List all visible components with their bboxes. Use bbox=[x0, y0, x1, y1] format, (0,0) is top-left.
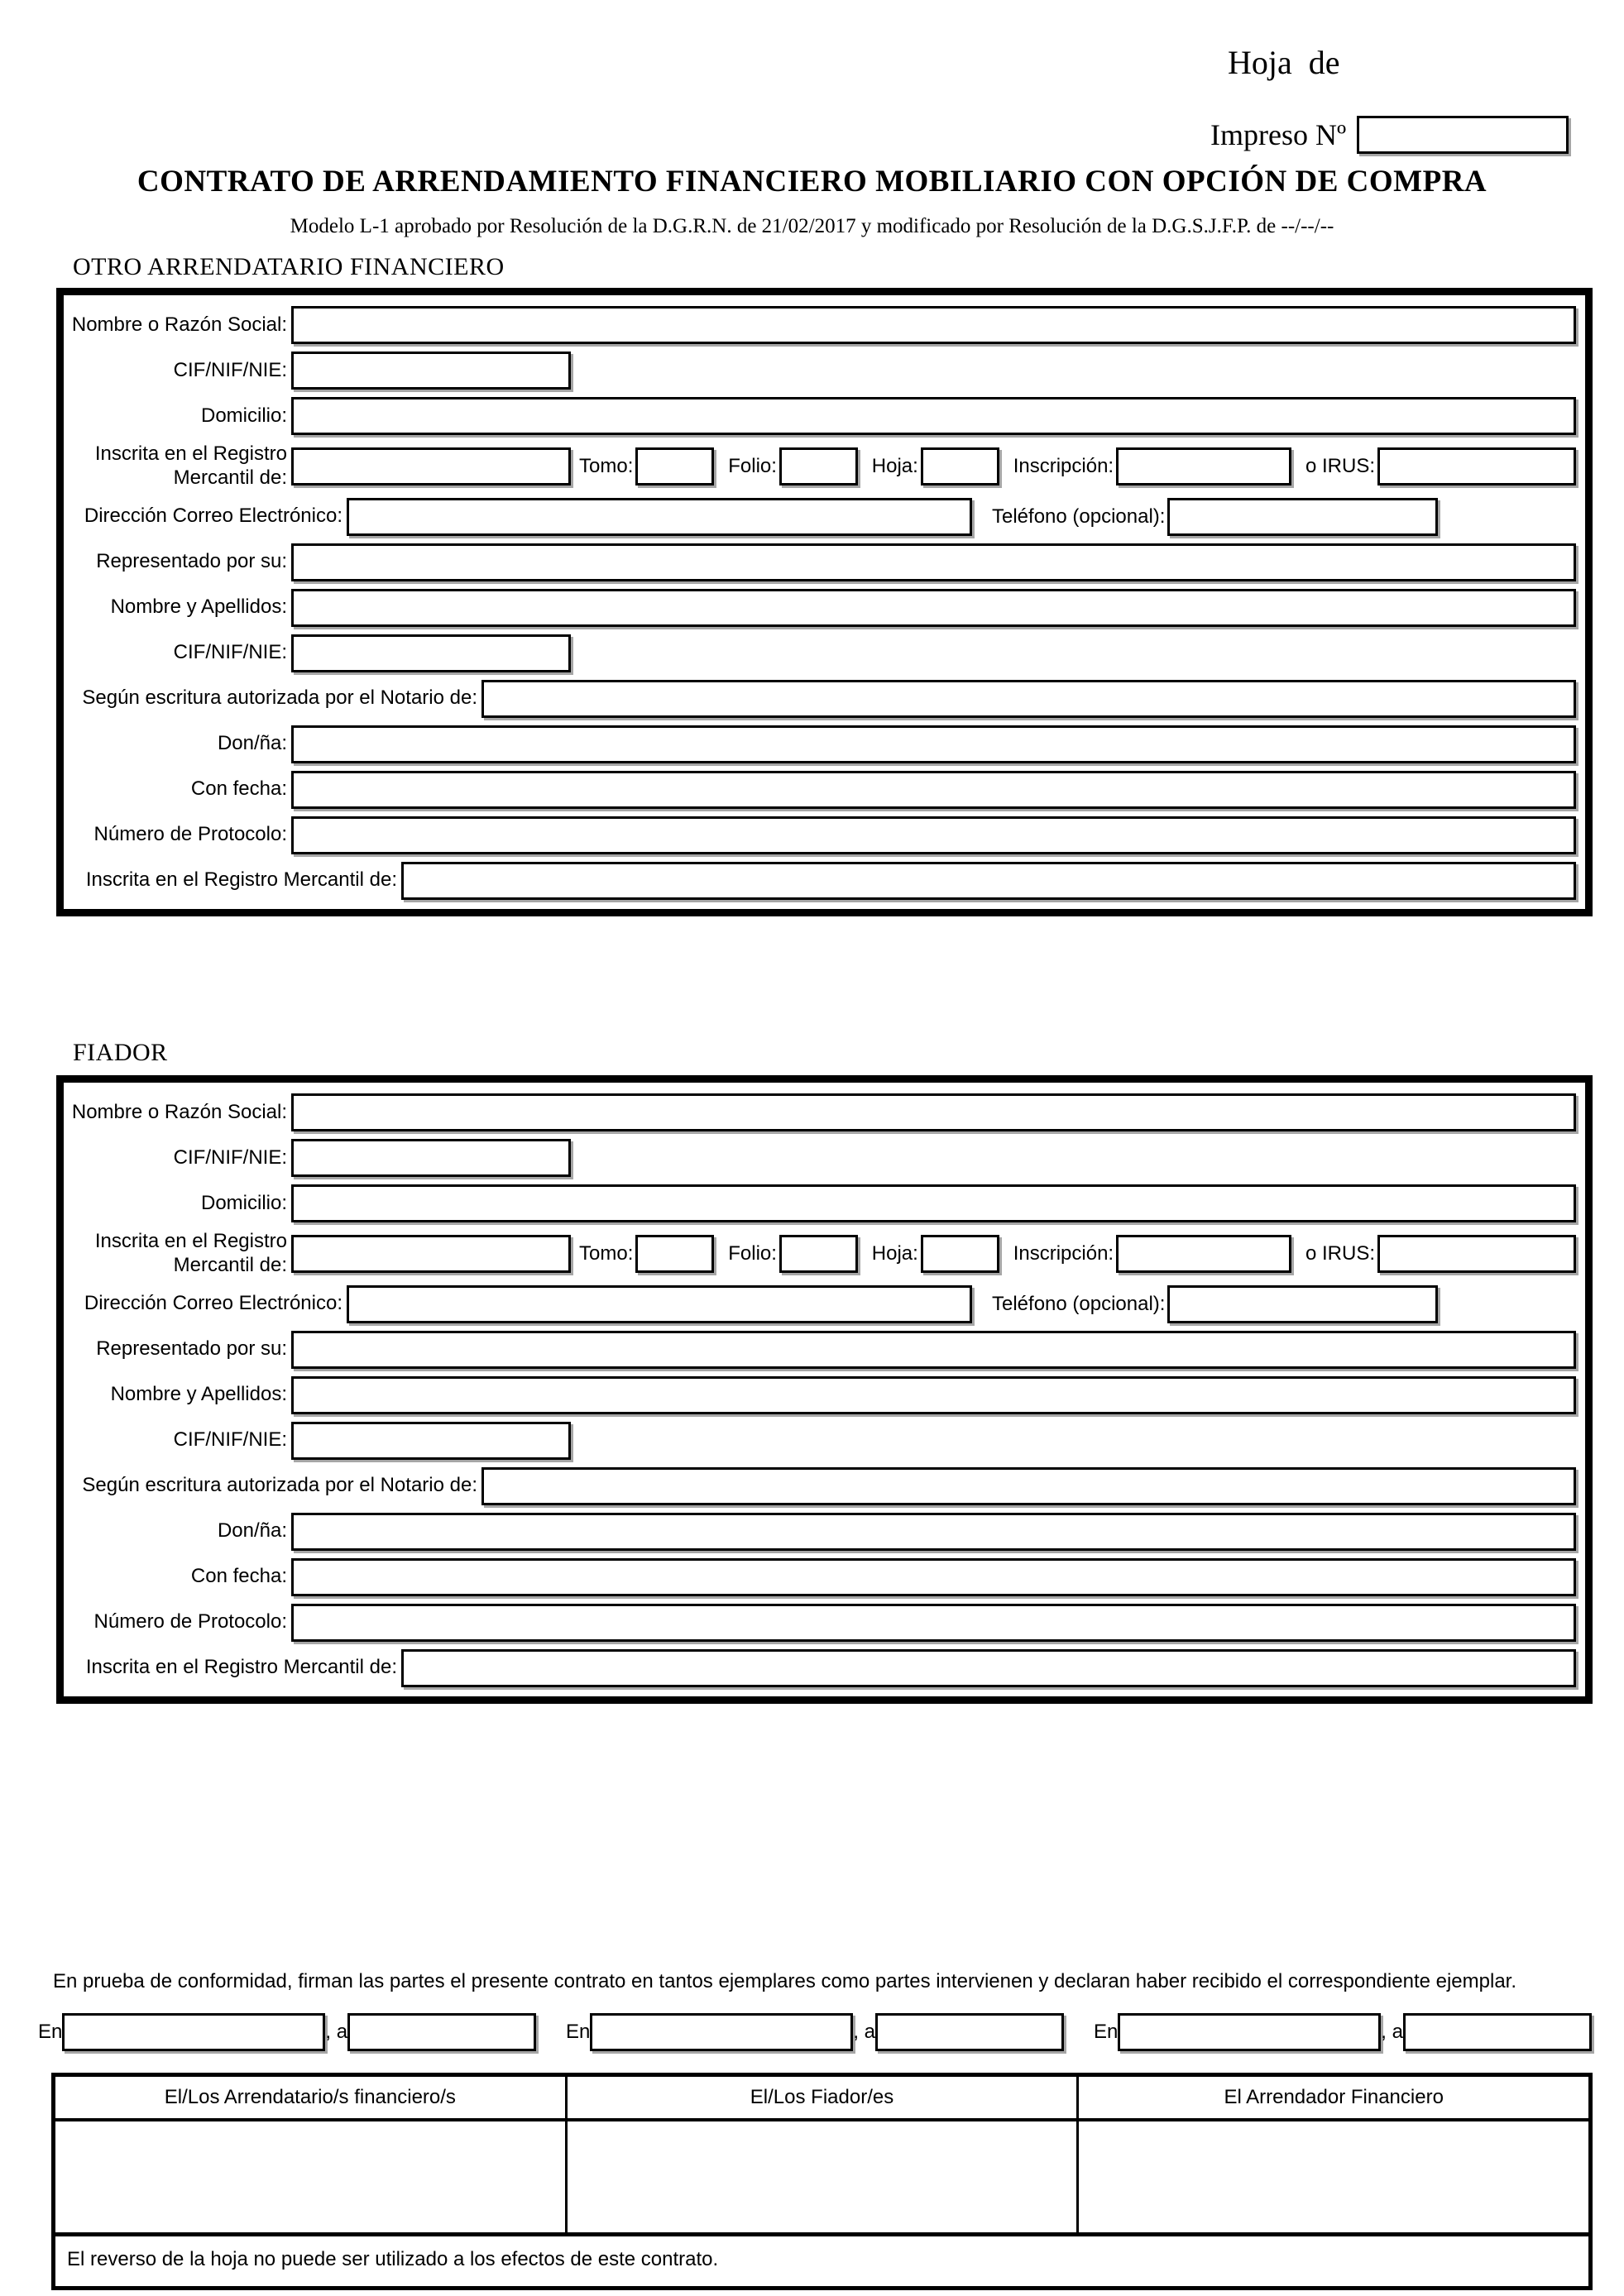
date-input-3[interactable] bbox=[1403, 2013, 1592, 2051]
column-header-arrendador: El Arrendador Financiero bbox=[1224, 2086, 1444, 2108]
inscripcion-group bbox=[1013, 447, 1291, 486]
folio-group bbox=[728, 447, 858, 486]
registro-detail-fields bbox=[579, 447, 1576, 486]
date-input-2[interactable] bbox=[875, 2013, 1064, 2051]
field-row bbox=[64, 1331, 1576, 1369]
signature-table-header bbox=[55, 2077, 1588, 2121]
tomo-label: Tomo: bbox=[579, 454, 634, 477]
otro-nombre-razon-social-input[interactable] bbox=[291, 306, 1576, 344]
signature-area-arrendador[interactable] bbox=[1079, 2121, 1588, 2232]
hoja-de-label: Hoja de bbox=[1228, 44, 1340, 81]
place-input-3[interactable] bbox=[1118, 2013, 1381, 2051]
fiador-cif-nif-nie-input[interactable] bbox=[291, 1139, 571, 1177]
fiador-nombre-razon-social-input[interactable] bbox=[291, 1093, 1576, 1131]
signature-area-arrendatarios[interactable] bbox=[55, 2121, 568, 2232]
email-telefono-row bbox=[64, 498, 1576, 536]
a-label: , a bbox=[325, 2021, 348, 2043]
hoja-label: Hoja: bbox=[871, 1241, 918, 1265]
field-row bbox=[64, 1422, 1576, 1460]
fiador-tomo-input[interactable] bbox=[635, 1235, 714, 1273]
field-row bbox=[64, 1376, 1576, 1414]
representado-label: Representado por su: bbox=[96, 550, 287, 573]
fiador-rep-nombre-apellidos-input[interactable] bbox=[291, 1376, 1576, 1414]
fiador-domicilio-input[interactable] bbox=[291, 1184, 1576, 1222]
field-row bbox=[64, 1184, 1576, 1222]
otro-notario-input[interactable] bbox=[481, 680, 1576, 718]
field-row bbox=[64, 397, 1576, 435]
fiador-telefono-input[interactable] bbox=[1167, 1285, 1438, 1323]
inscripcion-label: Inscripción: bbox=[1013, 1241, 1114, 1265]
registro-mercantil-label-line1: Inscrita en el Registro bbox=[94, 1230, 287, 1252]
place-date-row bbox=[38, 2013, 1592, 2051]
place-date-group-1 bbox=[38, 2013, 536, 2051]
en-label: En bbox=[1093, 2021, 1119, 2043]
signature-table bbox=[51, 2073, 1593, 2290]
field-row bbox=[64, 1649, 1576, 1687]
place-input-1[interactable] bbox=[62, 2013, 325, 2051]
field-row bbox=[64, 306, 1576, 344]
column-header-fiadores: El/Los Fiador/es bbox=[568, 2077, 1080, 2118]
irus-group bbox=[1305, 447, 1576, 486]
fiador-representado-input[interactable] bbox=[291, 1331, 1576, 1369]
place-date-group-3 bbox=[1094, 2013, 1592, 2051]
registro-mercantil-label-line2: Mercantil de: bbox=[173, 466, 287, 489]
otro-rep-cif-nif-nie-input[interactable] bbox=[291, 634, 571, 672]
registro-mercantil-full-label: Inscrita en el Registro Mercantil de: bbox=[85, 868, 397, 892]
registro-mercantil-row bbox=[64, 442, 1576, 490]
fiador-registro-mercantil-input[interactable] bbox=[291, 1235, 571, 1273]
email-telefono-row bbox=[64, 1285, 1576, 1323]
con-fecha-label: Con fecha: bbox=[190, 777, 287, 801]
hoja-group bbox=[872, 447, 999, 486]
otro-registro-mercantil-input[interactable] bbox=[291, 447, 571, 486]
a-label: , a bbox=[1381, 2021, 1403, 2043]
date-input-1[interactable] bbox=[347, 2013, 536, 2051]
nombre-apellidos-label: Nombre y Apellidos: bbox=[110, 1383, 287, 1406]
otro-numero-protocolo-input[interactable] bbox=[291, 816, 1576, 854]
telefono-label: Teléfono (opcional): bbox=[992, 1292, 1166, 1315]
registro-mercantil-label bbox=[64, 1230, 291, 1278]
irus-label: o IRUS: bbox=[1305, 454, 1375, 477]
field-row bbox=[64, 680, 1576, 718]
don-label: Don/ña: bbox=[217, 1519, 287, 1543]
otro-rep-nombre-apellidos-input[interactable] bbox=[291, 589, 1576, 627]
fiador-irus-input[interactable] bbox=[1377, 1235, 1576, 1273]
signature-table-body bbox=[55, 2121, 1588, 2232]
field-row bbox=[64, 1139, 1576, 1177]
otro-representado-input[interactable] bbox=[291, 543, 1576, 581]
tomo-label: Tomo: bbox=[579, 1241, 634, 1265]
field-row bbox=[64, 862, 1576, 900]
place-input-2[interactable] bbox=[590, 2013, 853, 2051]
column-header-arrendatarios: El/Los Arrendatario/s financiero/s bbox=[55, 2077, 568, 2118]
irus-label: o IRUS: bbox=[1305, 1241, 1375, 1265]
domicilio-label: Domicilio: bbox=[200, 404, 287, 427]
impreso-row bbox=[1210, 116, 1569, 154]
otro-registro-mercantil-notario-input[interactable] bbox=[401, 862, 1576, 900]
a-label: , a bbox=[853, 2021, 876, 2043]
registro-mercantil-row bbox=[64, 1230, 1576, 1278]
numero-protocolo-label: Número de Protocolo: bbox=[93, 1610, 287, 1634]
field-row bbox=[64, 725, 1576, 763]
field-row bbox=[64, 634, 1576, 672]
otro-inscripcion-input[interactable] bbox=[1116, 447, 1291, 486]
folio-label: Folio: bbox=[728, 1241, 777, 1265]
field-row bbox=[64, 352, 1576, 390]
cif-nif-nie-label: CIF/NIF/NIE: bbox=[173, 1146, 287, 1169]
otro-don-input[interactable] bbox=[291, 725, 1576, 763]
otro-folio-input[interactable] bbox=[779, 447, 858, 486]
don-label: Don/ña: bbox=[217, 732, 287, 755]
notario-label: Según escritura autorizada por el Notario de: bbox=[82, 1474, 477, 1497]
fiador-rep-cif-nif-nie-input[interactable] bbox=[291, 1422, 571, 1460]
con-fecha-label: Con fecha: bbox=[190, 1565, 287, 1588]
field-row bbox=[64, 816, 1576, 854]
field-row bbox=[64, 1604, 1576, 1642]
otro-telefono-input[interactable] bbox=[1167, 498, 1438, 536]
folio-group bbox=[728, 1235, 858, 1273]
email-label: Dirección Correo Electrónico: bbox=[84, 1292, 343, 1315]
fiador-con-fecha-input[interactable] bbox=[291, 1558, 1576, 1596]
section-title-fiador: FIADOR bbox=[73, 1039, 168, 1066]
otro-hoja-input[interactable] bbox=[921, 447, 999, 486]
representado-label: Representado por su: bbox=[96, 1337, 287, 1361]
reverse-note: El reverso de la hoja no puede ser utilizado a los efectos de este contrato. bbox=[55, 2232, 1588, 2286]
fiador-numero-protocolo-input[interactable] bbox=[291, 1604, 1576, 1642]
en-label: En bbox=[565, 2021, 591, 2043]
inscripcion-label: Inscripción: bbox=[1013, 454, 1114, 477]
field-row bbox=[64, 1513, 1576, 1551]
cif-nif-nie-label: CIF/NIF/NIE: bbox=[173, 358, 287, 381]
cif-nif-nie-label: CIF/NIF/NIE: bbox=[173, 641, 287, 664]
fiador-folio-input[interactable] bbox=[779, 1235, 858, 1273]
fiador-notario-input[interactable] bbox=[481, 1467, 1576, 1505]
registro-mercantil-full-label: Inscrita en el Registro Mercantil de: bbox=[85, 1656, 397, 1679]
conformity-text: En prueba de conformidad, firman las partes el presente contrato en tantos ejemplares como partes intervienen y declaran haber recibido el correspondiente ejemplar. bbox=[53, 1970, 1517, 1992]
nombre-razon-social-label: Nombre o Razón Social: bbox=[71, 1100, 287, 1123]
folio-label: Folio: bbox=[728, 454, 777, 477]
otro-irus-input[interactable] bbox=[1377, 447, 1576, 486]
fiador-registro-mercantil-notario-input[interactable] bbox=[401, 1649, 1576, 1687]
domicilio-label: Domicilio: bbox=[200, 1191, 287, 1214]
section-box-fiador bbox=[56, 1075, 1593, 1704]
cif-nif-nie-label: CIF/NIF/NIE: bbox=[173, 1428, 287, 1452]
place-date-group-2 bbox=[566, 2013, 1064, 2051]
hoja-group bbox=[872, 1235, 999, 1273]
nombre-razon-social-label: Nombre o Razón Social: bbox=[71, 313, 287, 336]
notario-label: Según escritura autorizada por el Notario de: bbox=[82, 686, 477, 710]
section-box-otro-arrendatario bbox=[56, 288, 1593, 916]
field-row bbox=[64, 1467, 1576, 1505]
otro-tomo-input[interactable] bbox=[635, 447, 714, 486]
registro-mercantil-label bbox=[64, 442, 291, 490]
section-title-otro-arrendatario: OTRO ARRENDATARIO FINANCIERO bbox=[73, 253, 505, 280]
fiador-inscripcion-input[interactable] bbox=[1116, 1235, 1291, 1273]
fiador-don-input[interactable] bbox=[291, 1513, 1576, 1551]
field-row bbox=[64, 1093, 1576, 1131]
fiador-email-input[interactable] bbox=[347, 1285, 972, 1323]
irus-group bbox=[1305, 1235, 1576, 1273]
field-row bbox=[64, 1558, 1576, 1596]
signature-area-fiadores[interactable] bbox=[568, 2121, 1080, 2232]
otro-cif-nif-nie-input[interactable] bbox=[291, 352, 571, 390]
tomo-group bbox=[579, 1235, 714, 1273]
numero-protocolo-label: Número de Protocolo: bbox=[93, 823, 287, 846]
otro-domicilio-input[interactable] bbox=[291, 397, 1576, 435]
telefono-label: Teléfono (opcional): bbox=[992, 505, 1166, 528]
impreso-number-label: Impreso Nº bbox=[1210, 118, 1347, 151]
otro-email-input[interactable] bbox=[347, 498, 972, 536]
nombre-apellidos-label: Nombre y Apellidos: bbox=[110, 596, 287, 619]
impreso-number-input[interactable] bbox=[1357, 116, 1569, 154]
registro-detail-fields bbox=[579, 1235, 1576, 1273]
otro-con-fecha-input[interactable] bbox=[291, 771, 1576, 809]
email-label: Dirección Correo Electrónico: bbox=[84, 505, 343, 528]
registro-mercantil-label-line1: Inscrita en el Registro bbox=[94, 442, 287, 465]
form-title: CONTRATO DE ARRENDAMIENTO FINANCIERO MOBILIARIO CON OPCIÓN DE COMPRA bbox=[137, 165, 1487, 199]
field-row bbox=[64, 771, 1576, 809]
field-row bbox=[64, 589, 1576, 627]
form-subtitle: Modelo L-1 aprobado por Resolución de la D.G.R.N. de 21/02/2017 y modificado por Resolución de la D.G.S.J.F.P. de --/--/-- bbox=[290, 215, 1334, 237]
tomo-group bbox=[579, 447, 714, 486]
inscripcion-group bbox=[1013, 1235, 1291, 1273]
en-label: En bbox=[38, 2021, 63, 2043]
field-row bbox=[64, 543, 1576, 581]
hoja-label: Hoja: bbox=[871, 454, 918, 477]
registro-mercantil-label-line2: Mercantil de: bbox=[173, 1253, 287, 1276]
fiador-hoja-input[interactable] bbox=[921, 1235, 999, 1273]
